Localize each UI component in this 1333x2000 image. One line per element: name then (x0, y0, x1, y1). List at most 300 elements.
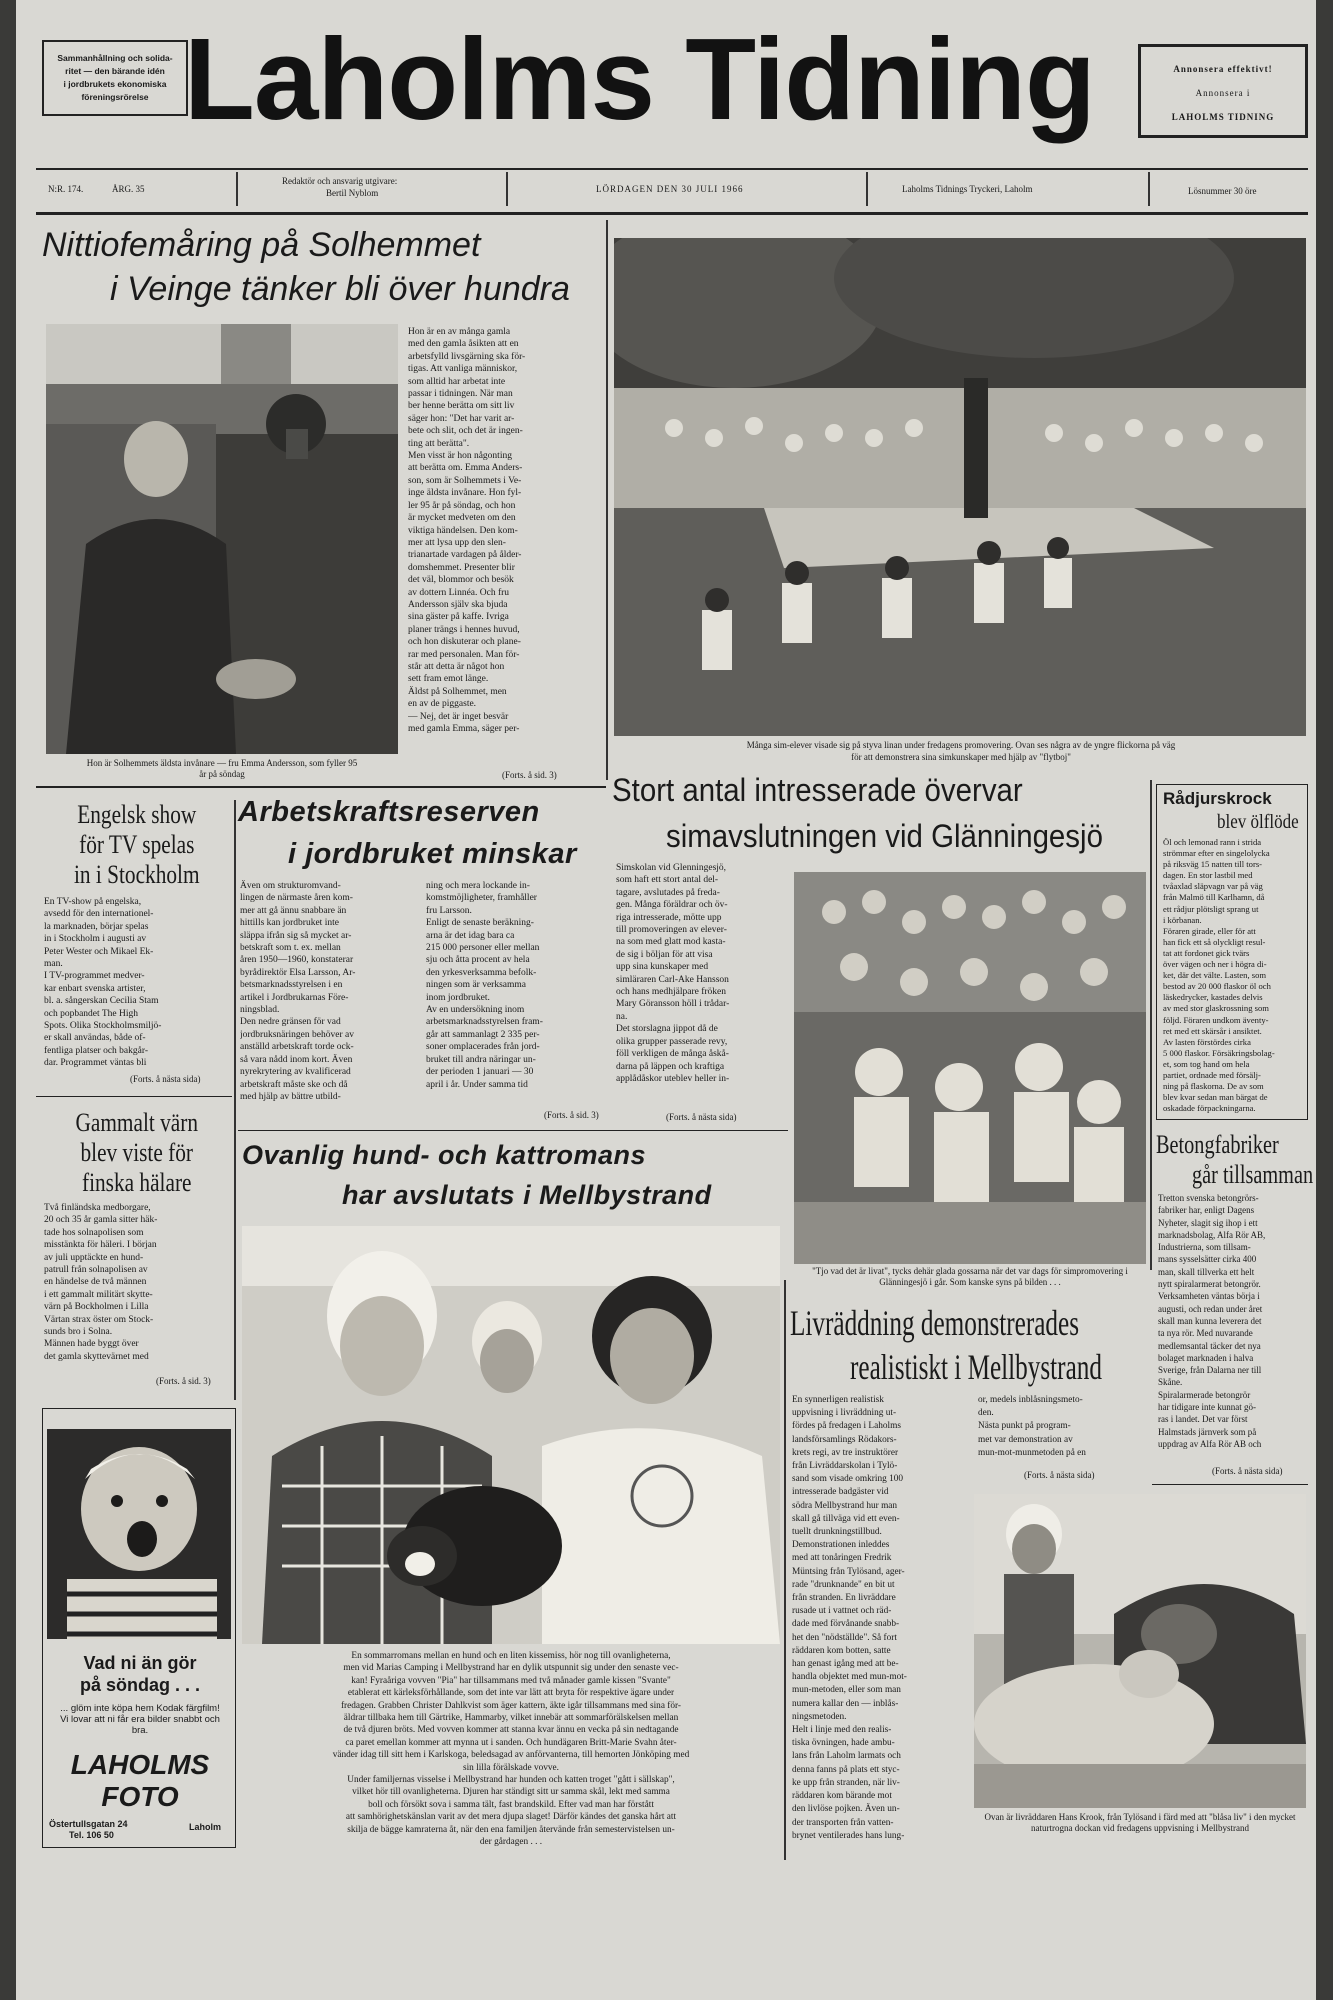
gammalt-headline-line: Gammalt värn (75, 1108, 199, 1137)
body-line: sett fram emot länge. (408, 674, 489, 685)
engelsk-headline-line: Engelsk show (77, 800, 197, 829)
body-line: med hjälp av bättre utbild- (240, 1091, 341, 1102)
body-line: Av lasten förstördes cirka (1163, 1036, 1251, 1047)
body-line: Sverige, från Dalarna ner till (1158, 1365, 1262, 1376)
body-line: bl. a. sångerskan Cecilia Stam (44, 996, 159, 1007)
hund-headline-2: har avslutats i Mellbystrand (342, 1180, 712, 1210)
radjurs-box (1156, 784, 1308, 1120)
body-line: med gamla Emma, säger per- (408, 724, 520, 734)
body-line: följd. Föraren undkom äventy- (1163, 1014, 1269, 1025)
body-line: brynet ventilerades hans lung- (792, 1830, 905, 1841)
divider (866, 172, 868, 206)
divider (506, 172, 508, 206)
body-line: föll verkligen de många åskå- (616, 1049, 729, 1060)
ad-phone: Tel. 106 50 (69, 1830, 114, 1840)
body-line: kan! Fyraåriga vovven "Pia" har tillsammans med två månader gamle kissen "Svante" (351, 1675, 671, 1686)
body-line: mun-mot-munmetoden på en (978, 1447, 1086, 1458)
body-line: tuellt drunkningstillbud. (792, 1527, 882, 1538)
ad-boy-photo (47, 1429, 231, 1639)
body-line: 20 och 35 år gamla sitter häk- (44, 1215, 158, 1226)
body-line: ret med ett skärsår i ansiktet. (1163, 1025, 1262, 1036)
issue-date: LÖRDAGEN DEN 30 JULI 1966 (596, 184, 744, 194)
body-line: med att tonåringen Fredrik (792, 1553, 892, 1564)
betong-headline-1: Betongfabriker (1156, 1130, 1279, 1159)
body-line: augusti, och redan under året (1158, 1303, 1263, 1314)
body-line: att samhörighetskänslan varit av det mera djupa slaget! Därför kändes det ganska hårt att (345, 1812, 677, 1823)
simskola-headline-1: Stort antal intresserade övervar (612, 772, 1023, 808)
body-line: tvåaxlad släpvagn var på väg (1163, 881, 1263, 892)
kids-dog-cat-photo (242, 1226, 780, 1644)
body-line: tagare, avslutades på freda- (616, 887, 720, 898)
body-line: krets regi, av tre instruktörer (792, 1447, 899, 1458)
section-rule (36, 786, 606, 788)
body-line: met var demonstration av (978, 1434, 1073, 1445)
body-line: het den "nödställde". Så fort (792, 1632, 897, 1643)
boys-photo (794, 872, 1146, 1264)
body-line: från Malmö till Karlhamn, då (1163, 892, 1265, 903)
body-line: simläraren Carl-Ake Hansson (616, 974, 729, 985)
body-line: der perioden 1 januari — 30 (426, 1067, 534, 1078)
livraddning-headline-1: Livräddning demonstrerades (790, 1303, 1080, 1343)
body-line: mans sysselsätter cirka 400 (1158, 1254, 1257, 1265)
body-line: äldrar tillbaka hem till Gärtrike, Hammarby, vilket innebär att sommarförälskelsen mellan (343, 1713, 679, 1724)
ad-headline-2: på söndag . . . (79, 1675, 200, 1695)
section-rule (1152, 1484, 1308, 1485)
body-line: etablerat ett kärleksförhållande, som det inte var lätt att bryta för respektive ägare under (347, 1688, 675, 1699)
body-line: det väl, blommor och besök (408, 575, 514, 586)
body-line: Andersson själv ska bjuda (408, 599, 508, 610)
section-rule (238, 1130, 788, 1131)
body-line: jordbruksnäringen behöver av (240, 1029, 354, 1040)
body-line: misstänkta för häleri. I början (44, 1240, 157, 1251)
body-line: de två djuren bröts. Med vovven kommer att stanna kvar ännu en vecka på sin nedtagande (343, 1725, 679, 1736)
livraddning-col2 (978, 1394, 1148, 1464)
body-line: ke upp från stranden, när liv- (792, 1777, 900, 1788)
body-line: Skåne. (1158, 1377, 1183, 1388)
issue-number: N:R. 174. (48, 184, 84, 194)
body-line: ta nya rör. Med nuvarande (1158, 1328, 1253, 1339)
body-line: har tidigare inte kunnat gö- (1158, 1402, 1256, 1413)
body-line: Spots. Olika Stockholmsmiljö- (44, 1021, 162, 1032)
body-line: tade hos solnapolisen som (44, 1227, 144, 1238)
body-line: värn på Bockholmen i Lilla (44, 1302, 149, 1313)
body-line: tigas. Att vanliga människor, (408, 364, 518, 375)
body-line: bete och slit, och det är ingen- (408, 426, 523, 437)
body-line: april i år. Under samma tid (426, 1079, 528, 1090)
body-line: södra Mellbystrand hur man (792, 1500, 898, 1511)
engelsk-cont: (Forts. å nästa sida) (130, 1074, 201, 1084)
body-line: nytt spiralarmerat betongrör. (1158, 1279, 1261, 1290)
body-line: säger hon: "Det har varit ar- (408, 413, 515, 424)
body-line: strömmar efter en singelolycka (1163, 848, 1270, 859)
body-line: 5 000 flaskor. Försäkringsbolag- (1163, 1047, 1275, 1058)
body-line: intresserade badgäster vid (792, 1487, 889, 1498)
body-line: fentliga platser och bakgår- (44, 1045, 148, 1056)
body-line: marknadsbolag, Alfa Rör AB, (1158, 1229, 1266, 1240)
body-line: Men visst är hon någonting (408, 451, 512, 462)
ad-brand-2: FOTO (101, 1781, 179, 1812)
issue-year: ÅRG. 35 (112, 184, 145, 194)
ad-address: Östertullsgatan 24 (49, 1819, 128, 1829)
body-line: En sommarromans mellan en hund och en liten kissemiss, hör nog till ovanligheterna, (351, 1651, 671, 1661)
rescue-illustration (974, 1494, 1306, 1808)
body-line: och hon diskuterar och plane- (408, 637, 521, 648)
body-line: ler 95 år på söndag, och hon (408, 500, 516, 511)
body-line: ett rådjur plötsligt sprang ut (1163, 903, 1259, 914)
infobar (36, 170, 1308, 210)
column-divider (606, 220, 608, 780)
body-line: artikel i Jordbrukarnas Före- (240, 992, 349, 1003)
body-line: byrådirektör Elsa Larsson, Ar- (240, 967, 356, 978)
solhemmet-headline-1: Nittiofemåring på Solhemmet (42, 226, 481, 264)
body-line: som alltid har arbetat inte (408, 376, 506, 387)
body-line: viktiga händelsen. Den kom- (408, 525, 518, 536)
body-line: soner omplacerades från jord- (426, 1042, 540, 1053)
ad-boy-illustration (47, 1429, 231, 1639)
hund-headline-1: Ovanlig hund- och kattromans (242, 1140, 647, 1170)
body-line: till promoveringen av elever- (616, 925, 727, 936)
newspaper-page (16, 0, 1316, 2000)
ad-brand-1: LAHOLMS (70, 1749, 210, 1780)
gammalt-body (44, 1202, 228, 1366)
body-line: att berätta om. Emma Anders- (408, 463, 523, 474)
body-line: fredagen. Grabben Christer Dahlkvist som äger kattern, äkte igår tillsammans med sina för- (340, 1700, 682, 1711)
body-line: Spiralarmerade betongrör (1158, 1389, 1251, 1400)
body-line: betskraft som t. ex. mellan (240, 943, 341, 954)
body-line: på riksväg 15 natten till tors- (1163, 859, 1263, 870)
body-line: ningsblad. (240, 1005, 280, 1016)
body-line: applådåskor uteblev heller in- (616, 1073, 730, 1084)
body-line: 215 000 personer eller mellan (426, 943, 540, 954)
body-line: tiska övningen, hade ambu- (792, 1738, 895, 1749)
body-line: der transporten från vatten- (792, 1817, 894, 1828)
body-line: sju och åtta procent av hela (426, 955, 530, 966)
body-line: domshemmet. Presenter blir (408, 562, 515, 573)
body-line: hittills kan jordbruket inte (240, 918, 339, 929)
body-line: landsförsamlings Rödakors- (792, 1434, 897, 1445)
body-line: planer trängs i hennes huvud, (408, 624, 520, 635)
body-line: dar. Programmet väntas bli (44, 1058, 147, 1069)
body-line: uppdrag av Alfa Rör AB och (1158, 1438, 1262, 1449)
body-line: bestod av 20 000 flaskor öl och (1163, 981, 1271, 992)
ad-headline-1: Vad ni än gör (83, 1653, 197, 1673)
body-line: han genast igång med att be- (792, 1659, 899, 1670)
body-line: vilket hör till ovanligheterna. Djuren har ständigt sitt ur samma skål, lekt med samma (352, 1787, 670, 1798)
body-line: et, som tog hand om hela (1163, 1058, 1250, 1069)
body-line: boll och försökt sova i samma tält, fast brandskild. Efter vad man har förstått (368, 1799, 654, 1810)
gammalt-cont: (Forts. å sid. 3) (156, 1376, 211, 1386)
column-divider (1150, 780, 1152, 1270)
body-line: mer att gå ännu snabbare än (240, 905, 347, 916)
solhemmet-caption: Hon är Solhemmets äldsta invånare — fru Emma Andersson, som fyller 95 år på söndag (86, 758, 358, 779)
masthead-left-line: ritet — den bärande idén (65, 66, 165, 76)
ad-body: ... glöm inte köpa hem Kodak färgfilm! Vi lovar att ni får era bilder snabbt och bra. (60, 1703, 220, 1736)
body-line: handla objektet med mun-mot- (792, 1672, 907, 1683)
body-line: trianartade vardagen på ålder- (408, 550, 522, 561)
body-line: blev kvar sedan man bärgat de (1163, 1092, 1268, 1103)
body-line: inom jordbruket. (426, 992, 490, 1003)
body-line: en av de piggaste. (408, 699, 477, 710)
body-line: dade med förvånande snabb- (792, 1619, 900, 1630)
infobar-bottom-rule (36, 212, 1308, 215)
body-line: bolaget marknaden i halva (1158, 1352, 1254, 1363)
body-line: Industrierna, som tillsam- (1158, 1242, 1251, 1253)
masthead-left-line: föreningsrörelse (81, 92, 149, 102)
gammalt-headline-line: blev viste för (80, 1138, 194, 1167)
hund-body (242, 1650, 780, 1849)
body-line: son, som är Solhemmets i Ve- (408, 475, 522, 486)
body-line: sin lilla förälskade vovve. (462, 1762, 560, 1773)
body-line: man, skall tillverka ett helt (1158, 1266, 1255, 1277)
body-line: I TV-programmet medver- (44, 971, 145, 982)
radjurs-headline-1: Rådjurskrock (1163, 789, 1272, 808)
body-line: från stranden. En livräddare (792, 1593, 896, 1604)
body-line: går att sammanlagt 2 335 per- (426, 1029, 540, 1040)
portrait-illustration (46, 324, 398, 754)
body-line: betsmarknadsstyrelsen i en (240, 980, 343, 991)
body-line: anställd arbetskraft torde ock- (240, 1042, 354, 1053)
masthead-title: Laholms Tidning (184, 14, 1095, 144)
body-line: är mycket medveten om den (408, 513, 516, 524)
body-line: arna är det idag bara ca (426, 930, 515, 941)
body-line: Den nedre gränsen för vad (240, 1017, 341, 1028)
engelsk-headline (40, 800, 234, 890)
body-line: skilja de bägge kamraterna åt, när den ena familjen återvände från semestervistelsen un- (347, 1824, 675, 1835)
column-divider (784, 1280, 786, 1860)
body-line: Även om strukturomvand- (240, 881, 341, 891)
body-line: men vid Marias Camping i Mellbystrand har en dylik utspunnit sig under den senaste vec- (343, 1663, 679, 1674)
body-line: av med stor glaskrossning som (1163, 1003, 1269, 1014)
livraddning-headline-2: realistiskt i Mellbystrand (850, 1347, 1102, 1387)
body-line: ningsmetoden. (792, 1711, 847, 1722)
body-line: darna på läppen och kraftiga (616, 1061, 725, 1072)
body-line: Helt i linje med den realis- (792, 1725, 892, 1736)
body-line: ras i landet. Det var först (1158, 1414, 1248, 1425)
rescue-caption: Ovan är livräddaren Hans Krook, från Tylösand i färd med att "blåsa liv" i den mycket naturtrogna dockan vid fredagens uppvisning i Mellbystrand (984, 1812, 1296, 1833)
radjurs-headline-2: blev ölflöde (1217, 811, 1299, 833)
body-line: medlemsantal täcker det nya (1158, 1340, 1261, 1351)
body-line: Öl och lemonad rann i strida (1163, 837, 1262, 847)
body-line: det gamla skyttevärnet med (44, 1351, 149, 1362)
body-line: Nästa punkt på program- (978, 1421, 1071, 1432)
body-line: man. (44, 959, 63, 970)
price: Lösnummer 30 öre (1188, 186, 1257, 196)
body-line: och hans medhjälpare fröken (616, 987, 726, 998)
swim-caption-2: för att demonstrera sina simkunskaper med hjälp av "flytboj" (851, 752, 1071, 762)
swim-caption-1: Många sim-elever visade sig på styva linan under fredagens promovering. Ovan ses några av de yngre flickorna på väg (746, 740, 1176, 750)
arbetskraft-headline-2: i jordbruket minskar (288, 838, 577, 870)
editor-label: Redaktör och ansvarig utgivare: (282, 176, 398, 186)
body-line: numera kallar den — inblås- (792, 1698, 899, 1709)
body-line: na. (616, 1011, 628, 1022)
body-line: sand som visade omkring 100 (792, 1474, 904, 1485)
body-line: tat att fordonet gick tvärs (1163, 947, 1250, 958)
body-line: — Nej, det är inget besvär (408, 711, 509, 722)
body-line: arbetsfylld livsgärning ska för- (408, 351, 526, 362)
body-line: står att detta är något hon (408, 661, 505, 672)
body-line: Peter Wester och Mikael Ek- (44, 946, 154, 957)
body-line: ber henne berätta om sitt liv (408, 401, 515, 412)
masthead-right-line: Annonsera effektivt! (1173, 64, 1273, 74)
body-line: Männen hade byggt över (44, 1339, 139, 1350)
body-line: arbetsmarknadsstyrelsen fram- (426, 1017, 543, 1028)
body-line: skall man kunna leverera det (1158, 1315, 1262, 1326)
body-line: arbetskraft måste ske och då (240, 1079, 348, 1090)
masthead-left-line: i jordbrukets ekonomiska (63, 79, 167, 89)
body-line: skall gå tillväga vid ett even- (792, 1513, 900, 1524)
body-line: sina gäster på kaffe. Ivriga (408, 612, 509, 623)
body-line: så vara nådd inom kort. Även (240, 1054, 353, 1065)
body-line: över vägen och ner i högra di- (1163, 959, 1267, 970)
body-line: rade "drunknande" en bit ut (792, 1579, 895, 1590)
body-line: der gårdagen . . . (479, 1837, 543, 1848)
body-line: räddaren kom bärande mot (792, 1791, 892, 1802)
betong-cont: (Forts. å nästa sida) (1212, 1466, 1283, 1476)
divider (236, 172, 238, 206)
body-line: Det storslagna jippot då de (616, 1024, 718, 1035)
body-line: lans från Laholm larmats och (792, 1751, 901, 1762)
swim-illustration (614, 238, 1306, 736)
body-line: dagen. En stor lastbil med (1163, 870, 1253, 881)
body-line: fördes på fredagen i Laholms (792, 1421, 901, 1432)
body-line: ket, där det vältе. Lasten, som (1163, 970, 1267, 981)
body-line: åren 1950—1960, konstaterar (240, 955, 354, 966)
betong-body (1158, 1192, 1306, 1454)
body-line: rar med personalen. Man för- (408, 649, 520, 660)
body-line: partiet, ordnade med försälj- (1163, 1069, 1261, 1080)
engelsk-body (44, 896, 228, 1072)
body-line: Verksamheten väntas börja i (1158, 1291, 1260, 1302)
solhemmet-photo (46, 324, 398, 754)
body-line: En TV-show på engelska, (44, 897, 142, 907)
body-line: patrull från solnapolisen av (44, 1265, 148, 1276)
body-line: mun-metoden, eller som man (792, 1685, 901, 1696)
simskola-cont: (Forts. å nästa sida) (666, 1112, 737, 1122)
body-line: passar i tidningen. När man (408, 389, 513, 400)
body-line: er skall användas, både of- (44, 1033, 146, 1044)
body-line: olika grupper passerade revy, (616, 1036, 728, 1047)
body-line: Två finländska medborgare, (44, 1203, 151, 1213)
body-line: upp sina kunskaper med (616, 962, 709, 973)
body-line: vänder idag till sitt hem i Karlskoga, beledsagad av anförvanterna, till hemorten Jönköping med (332, 1750, 690, 1761)
body-line: av juli upptäckte en hund- (44, 1252, 144, 1263)
body-line: ning och mera lockande in- (426, 881, 530, 891)
body-line: de sig i böljan för att visa (616, 949, 713, 960)
body-line: Nyheter, slagit sig ihop i ett (1158, 1217, 1258, 1228)
body-line: Simskolan vid Glenningesjö, (616, 863, 727, 873)
engelsk-headline-line: för TV spelas (79, 830, 195, 859)
body-line: Müntsing från Tylösand, ager- (792, 1566, 905, 1577)
body-line: en händelse de två männen (44, 1277, 147, 1288)
body-line: inge äldsta invånare. Hon fyl- (408, 488, 522, 499)
livraddning-cont: (Forts. å nästa sida) (1024, 1470, 1095, 1480)
body-line: fabriker har, enligt Dagens (1158, 1205, 1255, 1216)
body-line: Av en undersökning inom (426, 1005, 525, 1016)
body-line: kar enbart svenska artister, (44, 983, 146, 994)
body-line: or, medels inblåsningsmeto- (978, 1395, 1083, 1405)
body-line: den yrkesverksamma befolk- (426, 967, 537, 978)
body-line: Värtan strax öster om Stock- (44, 1314, 154, 1325)
body-line: la marknaden, börjar spelas (44, 921, 149, 932)
body-line: na som med glatt mod kasta- (616, 937, 726, 948)
body-line: släppa ifrån sig så mycket ar- (240, 930, 352, 941)
simskola-body (616, 862, 788, 1092)
body-line: mer att lysa upp den slen- (408, 537, 506, 548)
divider (1148, 172, 1150, 206)
boys-illustration (794, 872, 1146, 1264)
masthead-left-box (42, 40, 188, 116)
masthead-right-line: LAHOLMS TIDNING (1171, 112, 1275, 122)
body-line: fru Larsson. (426, 905, 472, 916)
body-line: Demonstrationen inleddes (792, 1540, 890, 1551)
body-line: uppvisning i livräddning ut- (792, 1408, 897, 1419)
kids-illustration (242, 1226, 780, 1644)
body-line: och popbandet The High (44, 1008, 139, 1019)
body-line: Föraren girade, eller för att (1163, 925, 1256, 936)
body-line: oskadade förpackningarna. (1163, 1103, 1256, 1114)
body-line: Under familjernas visselse i Mellbystrand har hunden och katten troget "gått i sällskap", (347, 1775, 675, 1786)
body-line: nyrekrytering av kvalificerad (240, 1067, 351, 1078)
body-line: Halmstads järnverk som på (1158, 1426, 1257, 1437)
swim-photo (614, 238, 1306, 736)
engelsk-headline-line: in i Stockholm (73, 860, 200, 889)
body-line: räddaren kom botten, satte (792, 1645, 891, 1656)
body-line: Enligt de senaste beräkning- (426, 918, 534, 929)
body-line: in i Stockholm i augusti av (44, 934, 147, 945)
body-line: ting att berätta". (408, 438, 470, 449)
masthead-right-box (1138, 44, 1308, 138)
body-line: rusade ut i vattnet och räd- (792, 1606, 892, 1617)
arbetskraft-cont: (Forts. å sid. 3) (544, 1110, 599, 1120)
body-line: den livlöse pojken. Även un- (792, 1804, 900, 1815)
column-divider (234, 800, 236, 1400)
body-line: som haft ett stort antal del- (616, 875, 719, 886)
solhemmet-headline-2: i Veinge tänker bli över hundra (110, 270, 570, 308)
body-line: från Livräddarskolan i Tylö- (792, 1461, 898, 1472)
body-line: ning på flaskorna. De av som (1163, 1081, 1264, 1092)
body-line: med den gamla åsikten att en (408, 339, 519, 350)
section-rule (36, 1096, 232, 1097)
betong-headline-2: går tillsamman (1192, 1160, 1314, 1189)
body-line: denna fanns på plats ett styc- (792, 1764, 900, 1775)
gammalt-headline (40, 1108, 234, 1198)
body-line: bruket till andra näringar un- (426, 1054, 536, 1065)
gammalt-headline-line: finska hälare (81, 1168, 192, 1197)
body-line: av dottern Linnéa. Och fru (408, 587, 510, 598)
body-line: Mary Göransson höll i trådar- (616, 999, 730, 1010)
body-line: riga intresserade, mötte upp (616, 912, 722, 923)
masthead-left-line: Sammanhållning och solida- (57, 53, 173, 63)
arbetskraft-col1 (240, 880, 418, 1116)
body-line: i ett gammalt militärt skytte- (44, 1289, 153, 1300)
body-line: komstmöjligheter, framhåller (426, 893, 537, 904)
body-line: Tretton svenska betongrörs- (1158, 1193, 1259, 1203)
body-line: gen. Många föräldrar och öv- (616, 900, 728, 911)
livraddning-col1 (792, 1394, 972, 1848)
solhemmet-body (408, 326, 602, 746)
body-line: sunds bro i Solna. (44, 1327, 113, 1338)
rescue-photo (974, 1494, 1306, 1808)
body-line: den. (978, 1408, 994, 1419)
simskola-headline-2: simavslutningen vid Glänningesjö (666, 818, 1103, 854)
ad-laholms-foto (42, 1408, 236, 1848)
boys-caption: "Tjo vad det är livat", tycks dehär glada gossarna när det var dags för simpromovering i Glänningesjö i går. Som kanske syns på bilden . . . (812, 1266, 1128, 1287)
body-line: lingen de närmaste åren kom- (240, 893, 353, 904)
arbetskraft-headline-1: Arbetskraftsreserven (238, 796, 540, 828)
body-line: han fick ett så olyckligt resul- (1163, 936, 1266, 947)
body-line: En synnerligen realistisk (792, 1395, 884, 1405)
printer: Laholms Tidnings Tryckeri, Laholm (902, 184, 1033, 194)
